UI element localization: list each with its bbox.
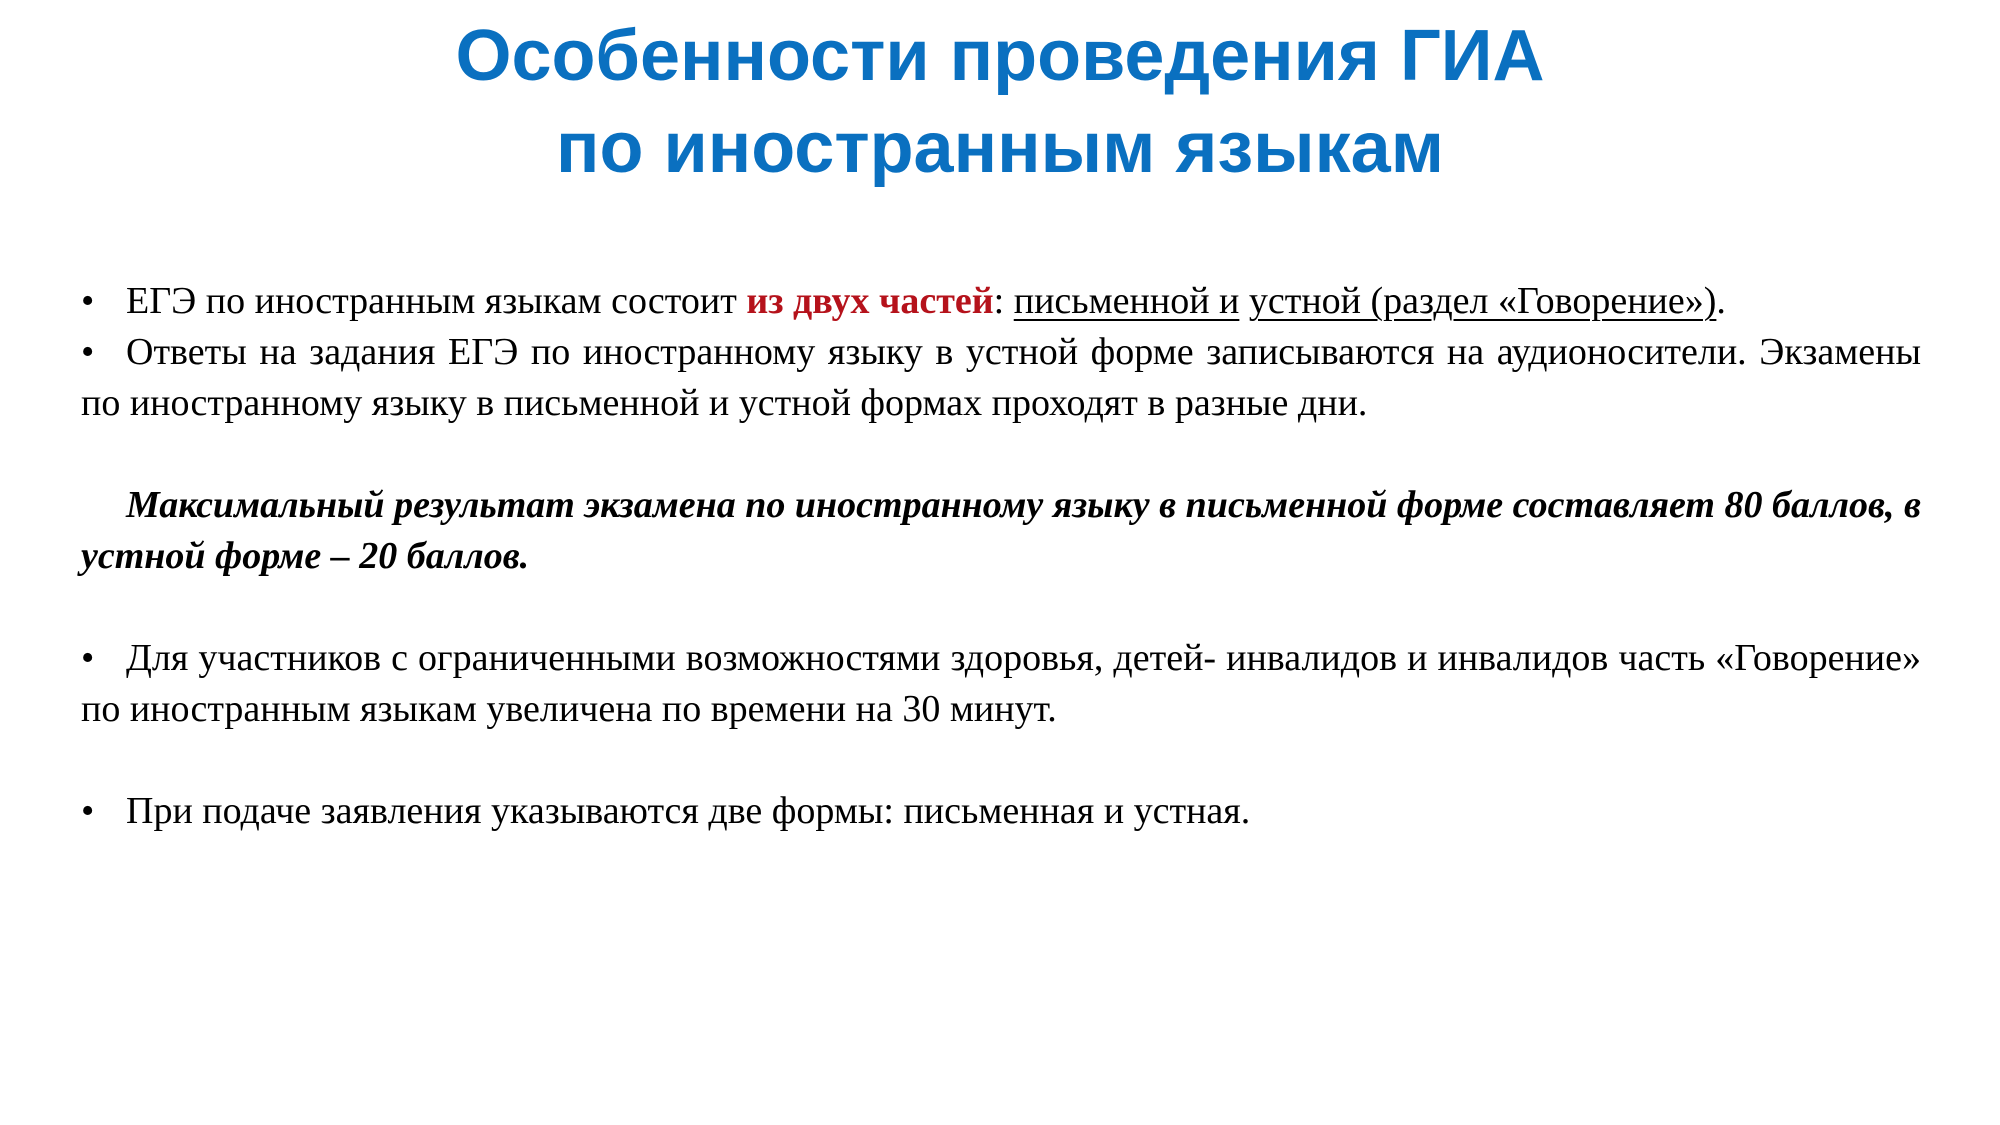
title-line-1: Особенности проведения ГИА <box>455 16 1545 96</box>
bullet: • <box>81 637 95 679</box>
spacer <box>81 582 1921 633</box>
slide-title <box>0 10 2000 194</box>
oral-part-text: устной (раздел «Говорение») <box>1248 280 1717 322</box>
paragraph-exam-parts <box>81 276 1921 327</box>
paragraph-max-score <box>81 480 1921 582</box>
period: . <box>1716 280 1726 322</box>
max-score-text: Максимальный результат экзамена по иностранному языку в письменной форме составляет 80 баллов, в устной форме – 20 баллов. <box>81 484 1921 577</box>
spacer <box>81 735 1921 786</box>
colon: : <box>993 280 1014 322</box>
bullet: • <box>81 790 95 832</box>
space <box>1239 280 1249 322</box>
audio-recording-text: Ответы на задания ЕГЭ по иностранному языку в устной форме записываются на аудионосители. Экзамены по иностранному языку в письменной и устной формах проходят в разные дни. <box>81 331 1921 424</box>
slide-body <box>81 276 1921 837</box>
exam-parts-text: ЕГЭ по иностранным языкам состоит <box>126 280 747 322</box>
paragraph-disability-extension <box>81 633 1921 735</box>
application-forms-text: При подаче заявления указываются две формы: письменная и устная. <box>126 790 1251 832</box>
paragraph-audio-recording <box>81 327 1921 429</box>
paragraph-application-forms <box>81 786 1921 837</box>
exam-parts-highlight: из двух частей <box>746 280 994 322</box>
bullet: • <box>81 331 95 373</box>
disability-extension-text: Для участников с ограниченными возможностями здоровья, детей- инвалидов и инвалидов часть «Говорение» по иностранным языкам увеличена по времени на 30 минут. <box>81 637 1921 730</box>
spacer <box>81 429 1921 480</box>
title-line-2: по иностранным языкам <box>556 108 1444 188</box>
bullet: • <box>81 280 95 322</box>
written-part-text: письменной и <box>1013 280 1240 322</box>
